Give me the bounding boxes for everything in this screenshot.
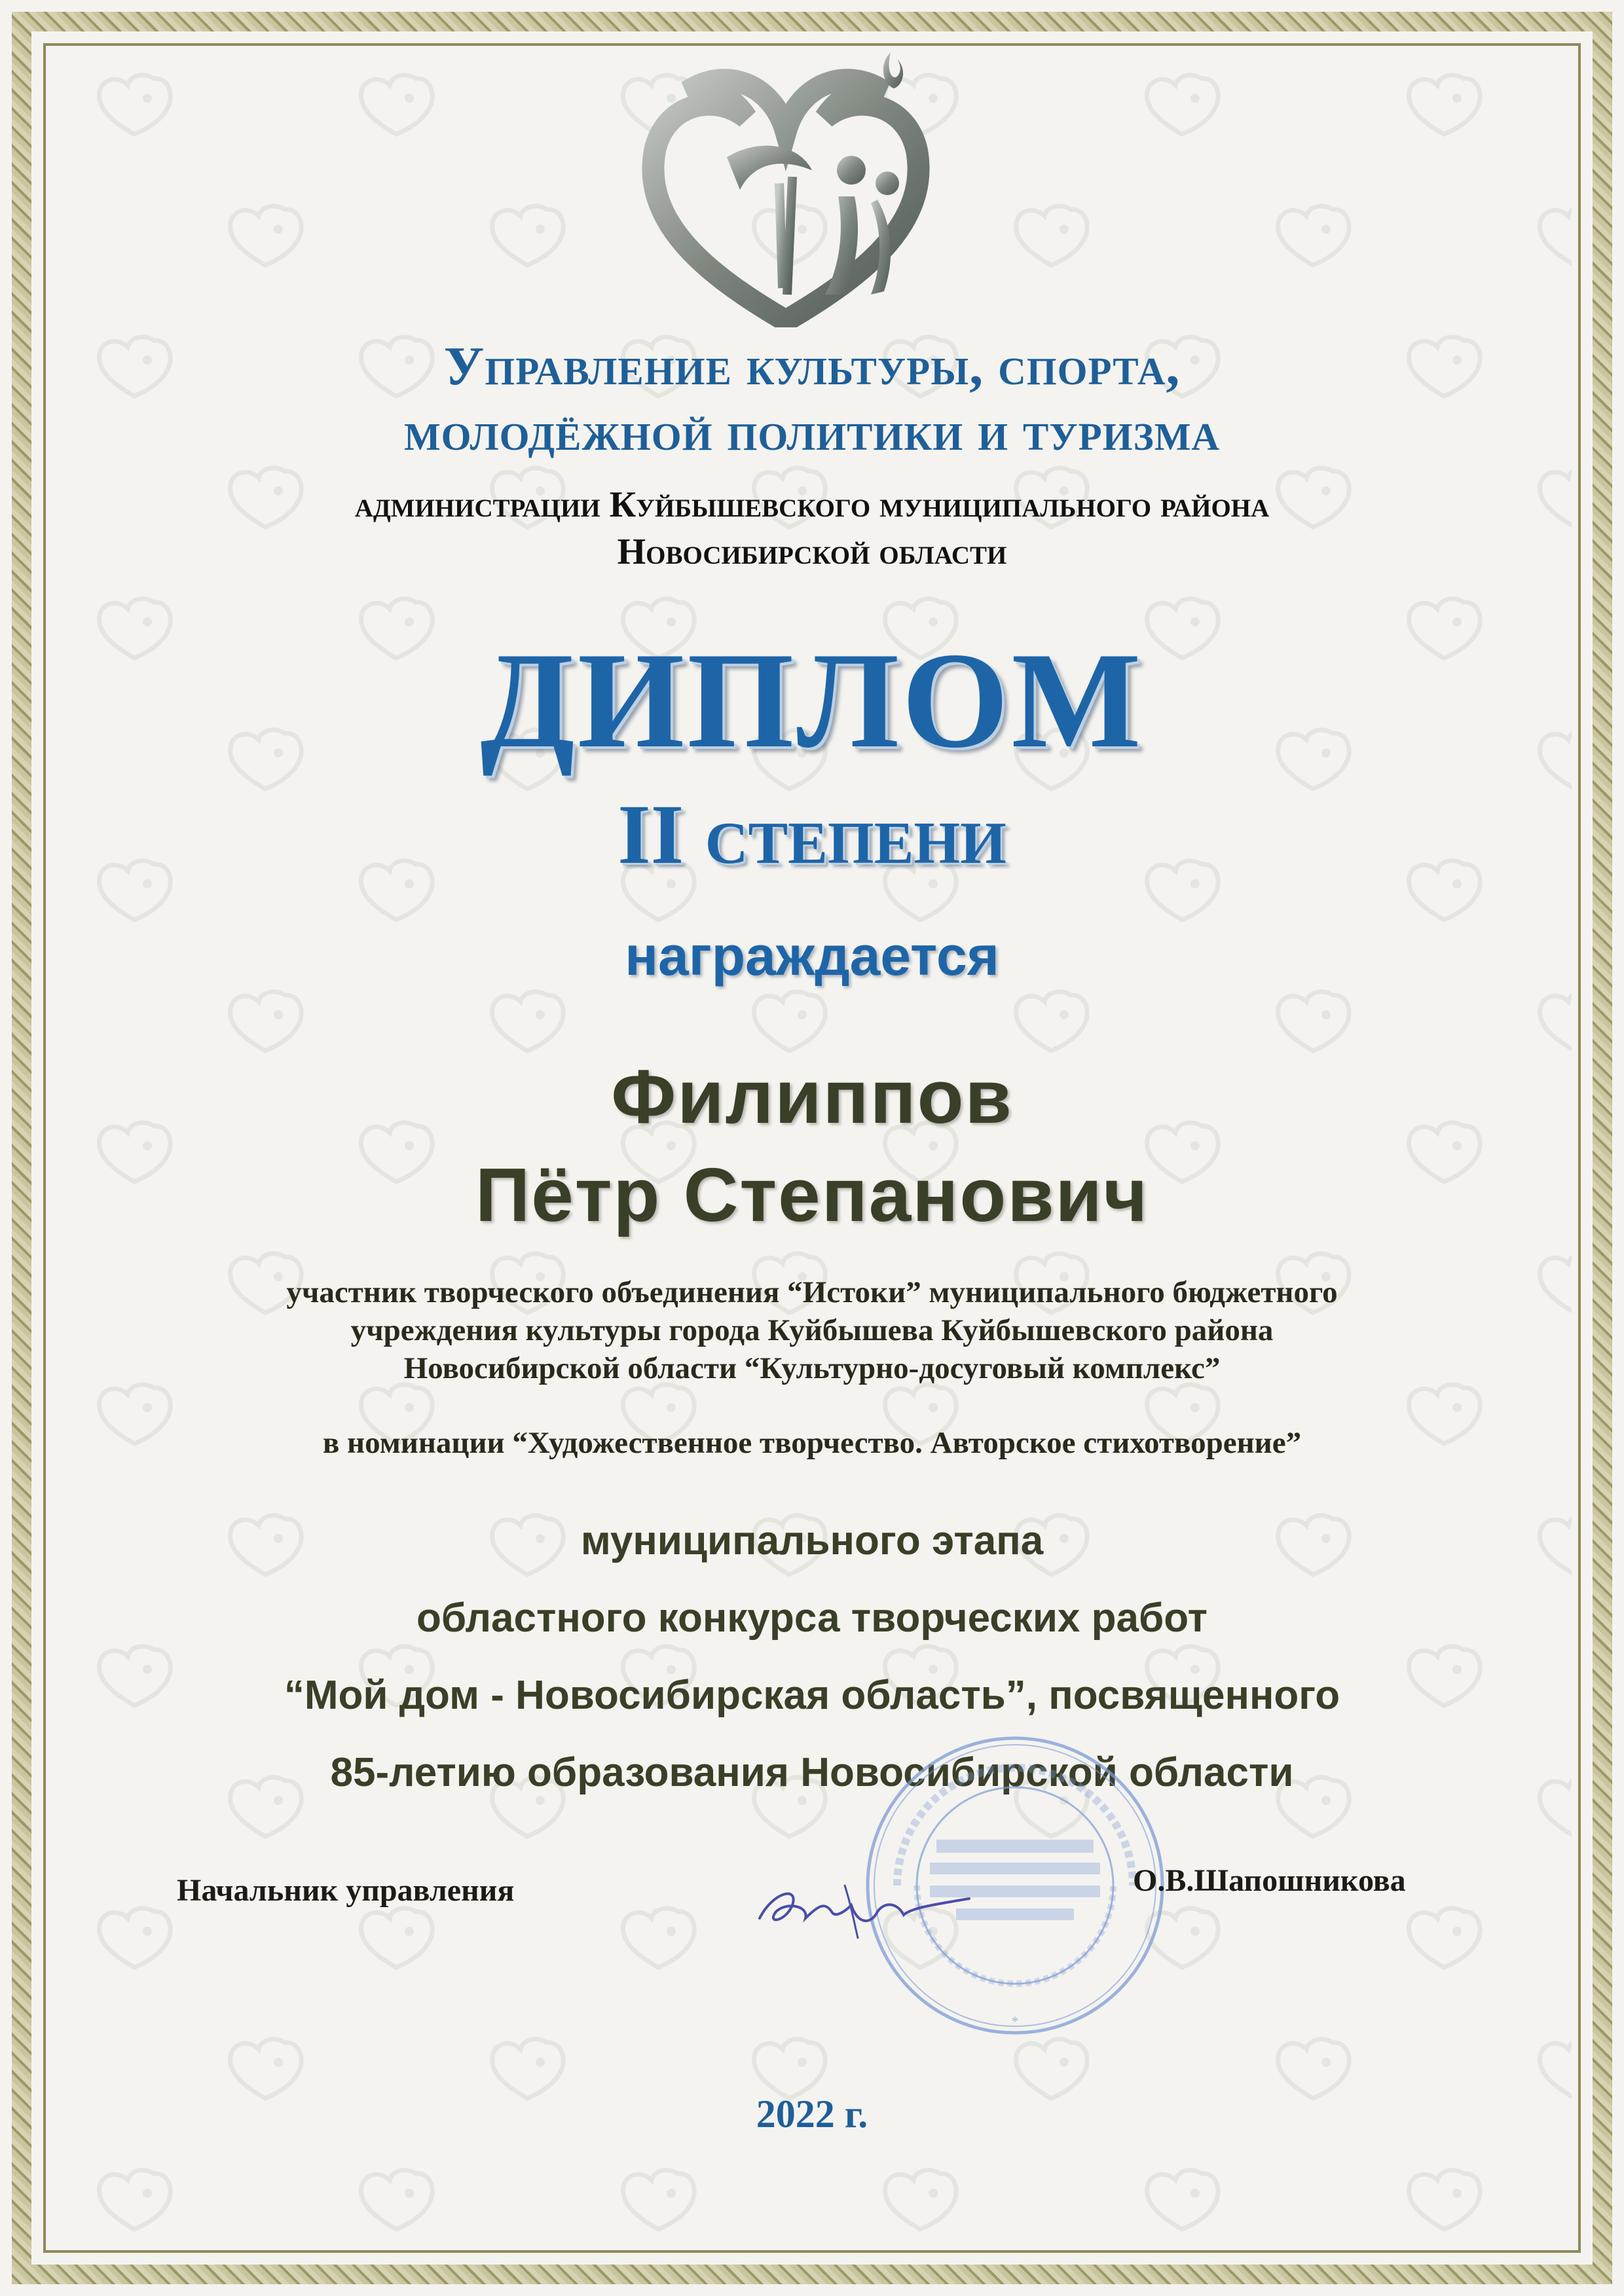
watermark-logo	[1532, 982, 1572, 1054]
watermark-logo	[1008, 982, 1094, 1054]
watermark-logo	[485, 982, 570, 1054]
watermark-logo	[354, 65, 439, 137]
watermark-logo	[616, 1899, 701, 1971]
administration-title	[0, 481, 1624, 575]
watermark-logo	[1008, 196, 1094, 268]
contest-line: муниципального этапа	[580, 1518, 1044, 1563]
recipient-surname: Филиппов	[611, 1054, 1013, 1139]
admin-line-2: Новосибирской области	[617, 532, 1007, 572]
watermark-logo	[92, 2160, 177, 2232]
diploma-title: ДИПЛОМ	[480, 625, 1144, 776]
description-line: участник творческого объединения “Истоки” муниципального бюджетного	[286, 1275, 1338, 1309]
issue-year: 2022 г.	[756, 2092, 868, 2136]
diploma-degree: II степени	[618, 788, 1006, 882]
handwritten-signature	[747, 1866, 982, 1944]
watermark-logo	[354, 2160, 439, 2232]
signatory-position: Начальник управления	[177, 1873, 515, 1908]
watermark-logo	[223, 982, 308, 1054]
admin-line-1: администрации Куйбышевского муниципального района	[354, 484, 1270, 525]
nomination-text: в номинации “Художественное творчество. Авторское стихотворение”	[322, 1426, 1302, 1460]
watermark-logo	[1532, 2030, 1572, 2102]
watermark-logo	[1139, 2160, 1225, 2232]
recipient-given-names: Пётр Степанович	[475, 1152, 1149, 1237]
watermark-logo	[485, 196, 570, 268]
watermark-logo	[1401, 2160, 1486, 2232]
watermark-logo	[485, 2030, 570, 2102]
culture-department-logo	[616, 39, 956, 327]
contest-line: областного конкурса творческих работ	[416, 1595, 1208, 1641]
watermark-logo	[747, 982, 832, 1054]
watermark-logo	[354, 1899, 439, 1971]
watermark-logo	[1401, 1899, 1486, 1971]
watermark-logo	[1532, 196, 1572, 268]
watermark-logo	[616, 2160, 701, 2232]
organization-title	[0, 334, 1624, 465]
watermark-logo	[1139, 65, 1225, 137]
awarded-label: награждается	[625, 925, 999, 987]
description-line: Новосибирской области “Культурно-досуговый комплекс”	[403, 1351, 1221, 1385]
watermark-logo	[92, 1899, 177, 1971]
watermark-logo	[1270, 982, 1356, 1054]
org-line-2: молодёжной политики и туризма	[403, 401, 1221, 462]
watermark-logo	[877, 2160, 963, 2232]
watermark-logo	[1270, 196, 1356, 268]
org-line-1: Управление культуры, спорта,	[443, 336, 1181, 397]
watermark-logo	[1401, 65, 1486, 137]
recipient-description	[0, 1273, 1624, 1387]
watermark-logo	[223, 2030, 308, 2102]
svg-text:*: *	[1011, 2013, 1019, 2030]
watermark-logo	[747, 2030, 832, 2102]
recipient-name	[0, 1048, 1624, 1244]
watermark-logo	[1270, 2030, 1356, 2102]
contest-line: “Мой дом - Новосибирская область”, посвященного	[284, 1673, 1340, 1718]
signatory-name: О.В.Шапошникова	[1133, 1863, 1406, 1898]
watermark-logo	[223, 196, 308, 268]
description-line: учреждения культуры города Куйбышева Куйбышевского района	[350, 1313, 1274, 1347]
watermark-logo	[92, 65, 177, 137]
contest-line: 85-летию образования Новосибирской области	[330, 1750, 1294, 1795]
contest-description	[0, 1503, 1624, 1812]
